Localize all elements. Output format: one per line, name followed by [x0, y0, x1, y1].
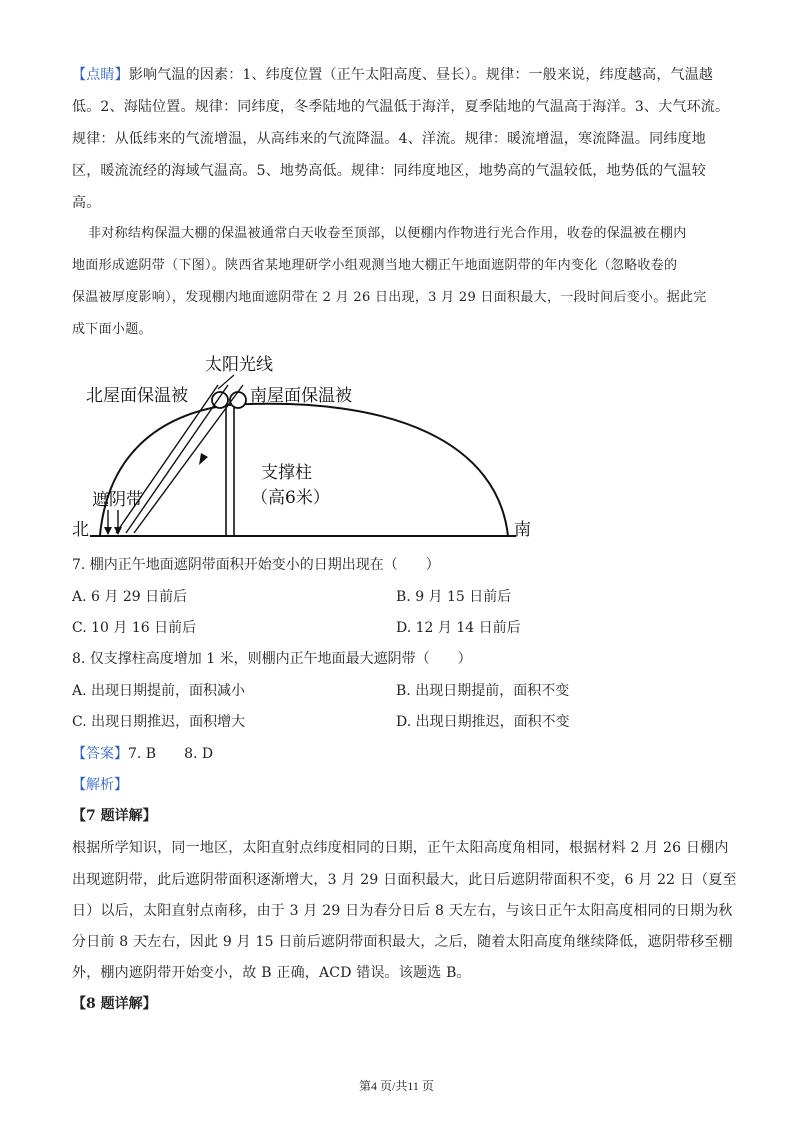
- intro-line-3: 保温被厚度影响），发现棚内地面遮阴带在 2 月 26 日出现，3 月 29 日面积最大，一段时间后变小。据此完: [72, 290, 707, 305]
- sun-ray-arrowhead: [199, 453, 208, 465]
- q7-detail-line-2: 出现遮阴带，此后遮阴带面积逐渐增大，3 月 29 日面积最大，此日后遮阴带面积不变，6 月 22 日（夏至: [72, 872, 737, 888]
- answer-text: 7. B 8. D: [128, 746, 214, 762]
- south-quilt-label: 南屋面保温被: [250, 386, 352, 406]
- note-line-5: 高。: [72, 195, 101, 211]
- greenhouse-diagram: [68, 345, 538, 545]
- question-8-stem: 8. 仅支撑柱高度增加 1 米，则棚内正午地面最大遮阴带（ ）: [72, 651, 472, 667]
- shade-label: 遮阴带: [92, 490, 143, 510]
- question-8-option-b: B. 出现日期提前，面积不变: [396, 683, 570, 699]
- north-label: 北: [72, 520, 89, 540]
- page-footer: 第4 页/共11 页: [359, 1079, 434, 1093]
- question-7-option-b: B. 9 月 15 日前后: [396, 589, 512, 605]
- note-line-3: 规律：从低纬来的气流增温，从高纬来的气流降温。4、洋流。规律：暖流增温，寒流降温。同纬度地: [72, 131, 706, 147]
- north-quilt-label: 北屋面保温被: [86, 386, 188, 406]
- q7-detail-heading: 【7 题详解】: [72, 808, 157, 824]
- question-8-option-a: A. 出现日期提前，面积减小: [72, 683, 246, 699]
- intro-line-1: 非对称结构保温大棚的保温被通常白天收卷至顶部，以便棚内作物进行光合作用，收卷的保温被在棚内: [88, 226, 687, 241]
- q7-detail-line-5: 外，棚内遮阴带开始变小，故 B 正确，ACD 错误。该题选 B。: [72, 965, 471, 981]
- question-7-option-d: D. 12 月 14 日前后: [396, 620, 521, 636]
- question-7-stem: 7. 棚内正午地面遮阴带面积开始变小的日期出现在（ ）: [72, 557, 440, 573]
- question-7-option-c: C. 10 月 16 日前后: [72, 620, 197, 636]
- south-label: 南: [514, 520, 531, 540]
- sun-rays-label: 太阳光线: [205, 355, 273, 375]
- answer-label: 【答案】: [72, 746, 128, 762]
- sun-ray-2: [126, 385, 228, 533]
- question-7-option-a: A. 6 月 29 日前后: [72, 589, 188, 605]
- note-line-1: 【点睛】影响气温的因素：1、纬度位置（正午太阳高度、昼长）。规律：一般来说，纬度越高，气温越: [72, 67, 714, 83]
- answer-line: [72, 744, 213, 764]
- shade-arrowhead-left: [104, 527, 112, 535]
- note-label: 【点睛】: [72, 67, 129, 83]
- question-8-option-c: C. 出现日期推迟，面积增大: [72, 714, 246, 730]
- pillar-label: 支撑柱: [261, 463, 312, 483]
- pillar-height-label: （高6米）: [251, 488, 330, 508]
- q8-detail-heading: 【8 题详解】: [72, 996, 157, 1012]
- q7-detail-line-1: 根据所学知识，同一地区，太阳直射点纬度相同的日期，正午太阳高度角相同，根据材料 2 月 26 日棚内: [72, 840, 729, 856]
- q7-detail-line-4: 分日前 8 天左右，因此 9 月 15 日前后遮阴带面积最大，之后，随着太阳高度角继续降低，遮阴带移至棚: [72, 934, 733, 950]
- question-8-option-d: D. 出现日期推迟，面积不变: [396, 714, 570, 730]
- intro-line-2: 地面形成遮阴带（下图）。陕西省某地理研学小组观测当地大棚正午地面遮阴带的年内变化（忽略收卷的: [72, 258, 678, 273]
- note-line-2: 低。2、海陆位置。规律：同纬度，冬季陆地的气温低于海洋，夏季陆地的气温高于海洋。3、大气环流。: [72, 99, 730, 115]
- analysis-label: 【解析】: [72, 777, 128, 793]
- q7-detail-line-3: 日）以后，太阳直射点南移，由于 3 月 29 日为春分日后 8 天左右，与该日正午太阳高度相同的日期为秋: [72, 903, 733, 919]
- shade-arrowhead-right: [114, 527, 122, 535]
- intro-line-4: 成下面小题。: [72, 322, 152, 337]
- note-line-4: 区，暖流流经的海域气温高。5、地势高低。规律：同纬度地区，地势高的气温较低，地势低的气温较: [72, 163, 706, 179]
